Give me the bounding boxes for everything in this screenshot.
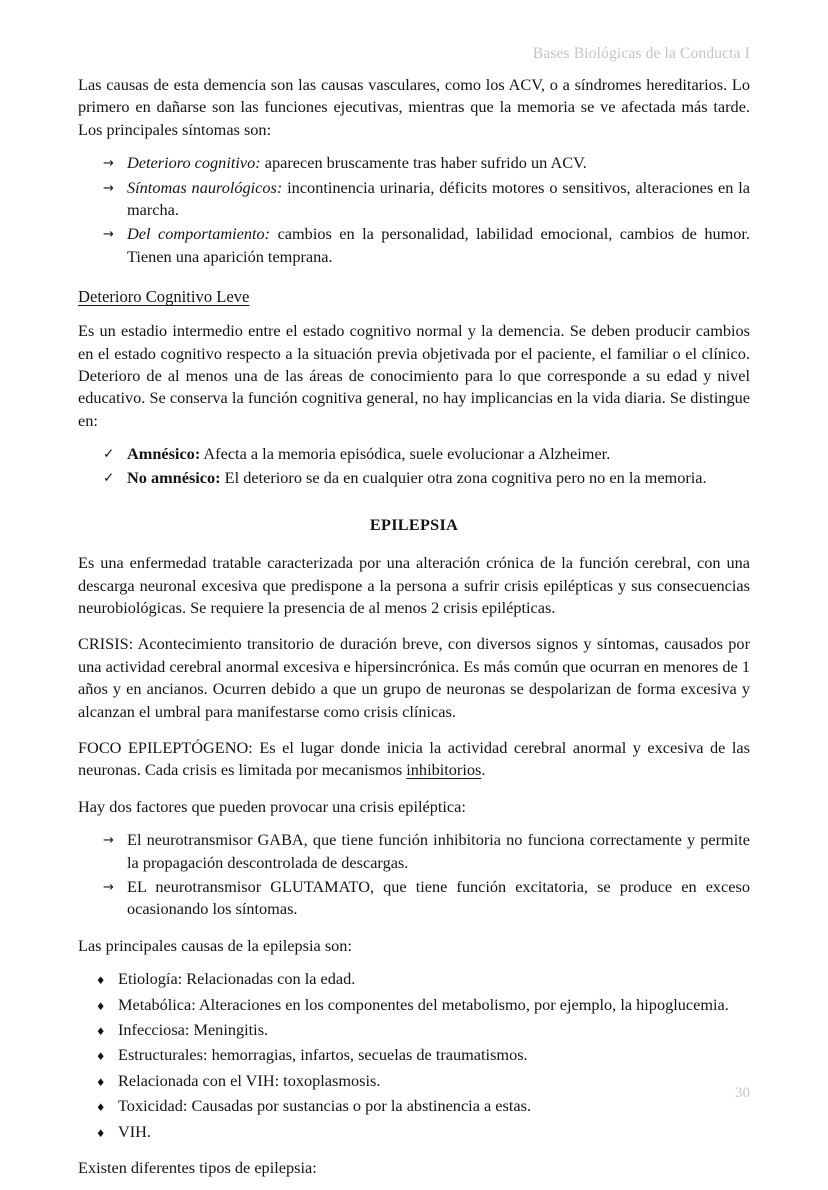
list-item (78, 177, 750, 222)
diamond-bullet-icon: ♦ (96, 1051, 106, 1064)
check-bullet-icon: ✓ (103, 446, 115, 463)
section-heading-mci: Deterioro Cognitivo Leve (78, 287, 250, 307)
list-item (78, 467, 750, 489)
page-number: 30 (735, 1085, 750, 1101)
list-item-lead: No amnésico: (127, 467, 221, 487)
page-content (78, 74, 750, 1190)
focus-paragraph (78, 737, 750, 782)
epilepsy-definition-paragraph: Es una enfermedad tratable caracterizada por una alteración crónica de la función cerebral, con una descarga neuronal excesiva que predispone a la persona a sufrir crisis epilépticas y sus consecuencias neurobiológicas. Se requiere la presencia de al menos 2 crisis epilépticas. (78, 553, 750, 617)
closing-paragraph: Existen diferentes tipos de epilepsia: (78, 1158, 317, 1178)
section-title-epilepsia: EPILEPSIA (369, 516, 459, 535)
list-item (78, 876, 750, 921)
list-item (78, 1121, 750, 1143)
list-item-text: Relacionada con el VIH: toxoplasmosis. (118, 1070, 381, 1090)
list-item-text: Infecciosa: Meningitis. (118, 1020, 269, 1039)
diamond-bullet-icon: ♦ (96, 975, 106, 988)
check-bullet-icon: ✓ (103, 469, 115, 486)
diamond-bullet-icon: ♦ (96, 1127, 106, 1140)
list-item-text: Toxicidad: Causadas por sustancias o por la abstinencia a estas. (118, 1096, 532, 1116)
list-item (78, 968, 750, 990)
list-item-text: El deterioro se da en cualquier otra zona cognitiva pero no en la memoria. (220, 467, 707, 487)
diamond-bullet-icon: ♦ (96, 1102, 106, 1115)
list-item-text: VIH. (118, 1121, 152, 1141)
list-item (78, 152, 750, 174)
list-item-text: EL neurotransmisor GLUTAMATO, que tiene función excitatoria, se produce en exceso ocasionando los síntomas. (127, 876, 750, 919)
diamond-bullet-icon: ♦ (96, 1026, 106, 1038)
list-item-text: Metabólica: Alteraciones en los componentes del metabolismo, por ejemplo, la hipoglucemia. (118, 994, 729, 1014)
factors-intro-paragraph: Hay dos factores que pueden provocar una crisis epiléptica: (78, 796, 466, 816)
list-item-text: Estructurales: hemorragias, infartos, secuelas de traumatismos. (118, 1045, 528, 1065)
list-item-lead: Amnésico: (127, 444, 201, 464)
causes-intro-paragraph: Las principales causas de la epilepsia son: (78, 935, 352, 955)
mci-paragraph: Es un estadio intermedio entre el estado cognitivo normal y la demencia. Se deben producir cambios en el estado cognitivo respecto a la situación previa objetivada por el paciente, el familiar o el clínico. Deterioro de al menos una de las áreas de conocimiento para lo que corresponde a su edad y nivel educativo. Se conserva la función cognitiva general, no hay implicancias en la vida diaria. Se distingue en: (78, 321, 750, 430)
list-item-lead: Deterioro cognitivo: (127, 153, 261, 173)
focus-paragraph-underlined-term: inhibitorios (406, 760, 482, 780)
list-item (78, 1019, 750, 1041)
list-item-text: Afecta a la memoria episódica, suele evolucionar a Alzheimer. (200, 444, 611, 464)
arrow-bullet-icon: → (103, 180, 114, 196)
diamond-bullet-icon: ♦ (96, 1000, 106, 1013)
focus-paragraph-text-after: . (481, 760, 486, 780)
intro-paragraph: Las causas de esta demencia son las causas vasculares, como los ACV, o a síndromes hereditarios. Lo primero en dañarse son las funciones ejecutivas, mientras que la memoria se ve afectada más tarde. Los principales síntomas son: (78, 75, 750, 139)
diamond-bullet-icon: ♦ (96, 1076, 106, 1089)
list-item-text: cambios en la personalidad, labilidad emocional, cambios de humor. Tienen una aparición temprana. (127, 224, 751, 266)
arrow-bullet-icon: → (103, 879, 114, 895)
list-item (78, 994, 750, 1016)
arrow-bullet-icon: → (103, 833, 114, 849)
symptoms-list (78, 152, 750, 268)
list-item (78, 443, 750, 465)
mci-types-list (78, 443, 750, 489)
list-item-text: aparecen bruscamente tras haber sufrido un ACV. (260, 153, 587, 173)
list-item (78, 829, 750, 874)
list-item-lead: Síntomas naurológicos: (127, 177, 283, 197)
list-item (78, 1044, 750, 1066)
list-item-lead: Del comportamiento: (127, 224, 271, 244)
list-item-text: El neurotransmisor GABA, que tiene función inhibitoria no funciona correctamente y permite la propagación descontrolada de descargas. (127, 830, 750, 872)
factors-list (78, 829, 750, 921)
focus-paragraph-text-before: FOCO EPILEPTÓGENO: Es el lugar donde inicia la actividad cerebral anormal y excesiva de las neuronas. Cada crisis es limitada por mecanismos (78, 737, 750, 780)
crisis-paragraph: CRISIS: Acontecimiento transitorio de duración breve, con diversos signos y síntomas, causados por una actividad cerebral anormal excesiva e hipersincrónica. Es más común que ocurran en menores de 1 años y en ancianos. Ocurren debido a que un grupo de neuronas se despolarizan de forma excesiva y alcanzan el umbral para manifestarse como crisis clínicas. (78, 634, 750, 721)
list-item (78, 223, 750, 268)
causes-list (78, 968, 750, 1143)
list-item-text: incontinencia urinaria, déficits motores o sensitivos, alteraciones en la marcha. (127, 177, 751, 220)
running-header: Bases Biológicas de la Conducta I (532, 45, 750, 62)
list-item-text: Etiología: Relacionadas con la edad. (118, 969, 356, 989)
arrow-bullet-icon: → (103, 227, 114, 243)
arrow-bullet-icon: → (103, 156, 114, 172)
